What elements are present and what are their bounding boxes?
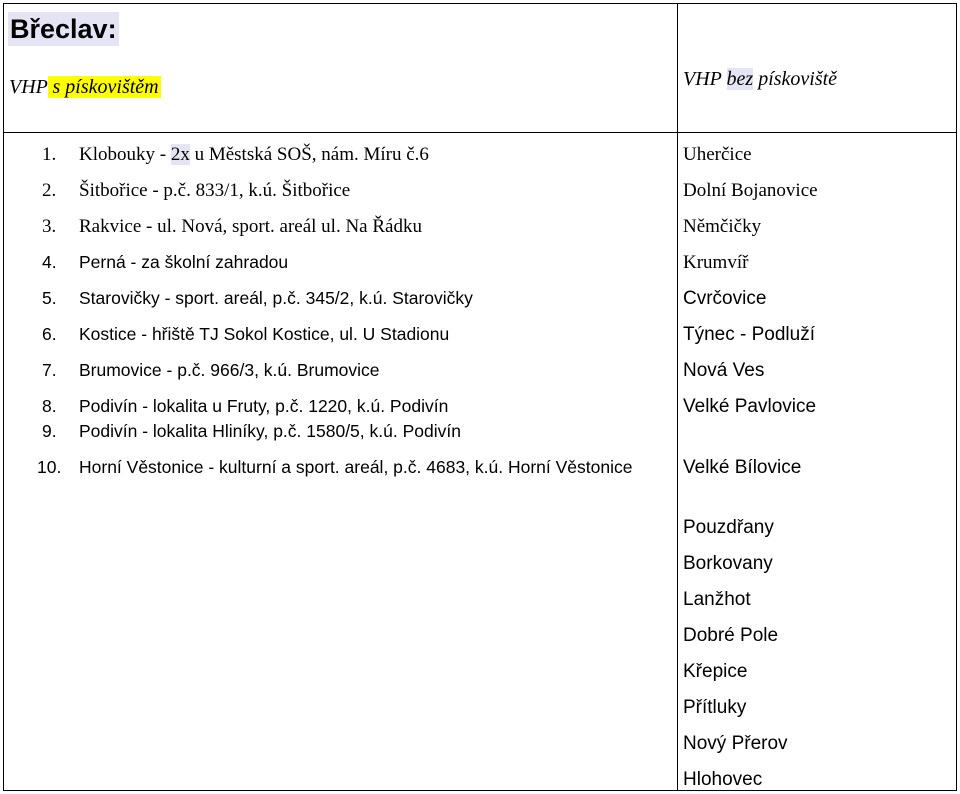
column-divider [677,4,678,790]
header-right-prefix: VHP [683,68,727,90]
item-number: 4. [42,252,57,272]
right-item: Cvrčovice [683,288,767,309]
item-text [79,142,659,167]
header-right-highlight: bez [726,68,754,90]
header-left-highlight: s pískovištěm [47,76,159,98]
item-text-highlight: 2x [170,144,190,165]
item-text: Horní Věstonice - kulturní a sport. areál, p.č. 4683, k.ú. Horní Věstonice [79,457,633,477]
item-text-part: u Městská SOŠ, nám. Míru č.6 [189,144,429,165]
item-text: Podivín - lokalita Hliníky, p.č. 1580/5, k.ú. Podivín [79,421,461,441]
right-item: Velké Pavlovice [683,396,817,417]
header-with-sandpit [9,73,161,101]
item-number: 10. [37,457,62,477]
item-number: 5. [42,288,57,308]
right-item: Křepice [683,661,748,682]
item-text-part: Klobouky - [79,144,171,165]
locations-table [3,3,957,791]
item-number: 9. [42,421,57,441]
item-text: Kostice - hřiště TJ Sokol Kostice, ul. U Stadionu [79,324,450,344]
right-item: Lanžhot [683,589,751,610]
header-divider [4,132,956,133]
header-without-sandpit [683,65,837,93]
item-text: Rakvice - ul. Nová, sport. areál ul. Na Řádku [79,216,422,237]
right-item: Týnec - Podluží [683,324,815,345]
item-number: 8. [42,396,57,416]
item-number: 7. [42,360,57,380]
item-number: 6. [42,324,57,344]
right-item: Krumvíř [683,252,749,273]
right-item: Pouzdřany [683,517,774,538]
item-text: Podivín - lokalita u Fruty, p.č. 1220, k.ú. Podivín [79,396,449,416]
item-text: Perná - za školní zahradou [79,252,289,272]
city-title: Břeclav: [10,14,117,44]
right-item: Borkovany [683,553,773,574]
header-left-prefix: VHP [9,76,48,98]
item-number: 1. [42,144,57,165]
item-text: Šitbořice - p.č. 833/1, k.ú. Šitbořice [79,180,351,201]
right-item: Hlohovec [683,769,763,790]
right-item: Dolní Bojanovice [683,180,818,201]
item-number: 2. [42,180,57,201]
right-item: Přítluky [683,697,747,718]
right-item: Uherčice [683,144,752,165]
right-item: Němčičky [683,216,762,237]
item-number: 3. [42,216,57,237]
item-text: Brumovice - p.č. 966/3, k.ú. Brumovice [79,360,380,380]
item-text: Starovičky - sport. areál, p.č. 345/2, k.ú. Starovičky [79,288,473,308]
right-item: Dobré Pole [683,625,779,646]
right-item: Nový Přerov [683,733,788,754]
header-right-suffix: pískoviště [753,68,838,90]
right-item: Nová Ves [683,360,765,381]
right-item: Velké Bílovice [683,457,802,478]
